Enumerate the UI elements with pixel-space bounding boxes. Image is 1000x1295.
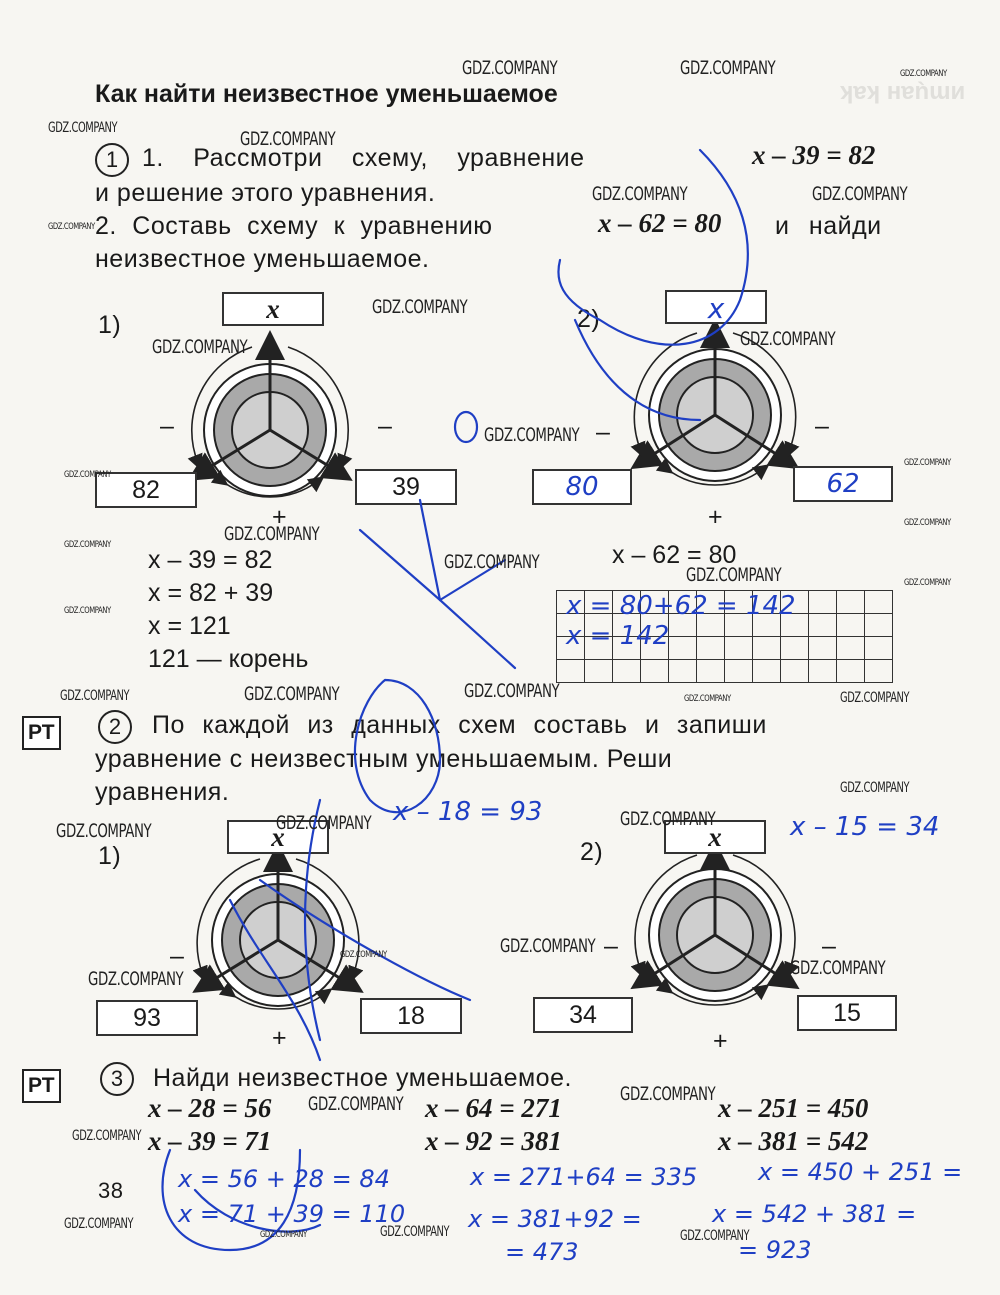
ex2-d1-right-box: 18 bbox=[360, 998, 462, 1034]
ex3-eq3: x – 64 = 271 bbox=[425, 1093, 562, 1123]
ex2-line3: уравнения. bbox=[95, 778, 230, 806]
ex2-number: 2 bbox=[98, 710, 132, 744]
watermark: GDZ.COMPANY bbox=[686, 564, 782, 586]
ex1-handwritten-answer1: x = 80+62 = 142 bbox=[566, 591, 796, 621]
ex1-solution-line2: x = 82 + 39 bbox=[148, 579, 274, 607]
ex2-diagram2-label: 2) bbox=[580, 838, 604, 866]
watermark: GDZ.COMPANY bbox=[372, 296, 468, 318]
watermark: GDZ.COMPANY bbox=[444, 551, 540, 573]
watermark: GDZ.COMPANY bbox=[904, 578, 951, 588]
ex3-hw7: x = 542 + 381 = bbox=[712, 1200, 917, 1228]
watermark: GDZ.COMPANY bbox=[684, 694, 731, 704]
watermark: GDZ.COMPANY bbox=[340, 950, 387, 960]
ex1-line1: 1. Рассмотри схему, уравнение bbox=[142, 144, 585, 172]
watermark: GDZ.COMPANY bbox=[56, 820, 152, 842]
watermark: GDZ.COMPANY bbox=[904, 518, 951, 528]
watermark: GDZ.COMPANY bbox=[244, 683, 340, 705]
ex1-line3: 2. Составь схему к уравнению bbox=[95, 212, 493, 240]
ex1-d2-right-box: 62 bbox=[793, 466, 893, 502]
bleed-through-text: ʞɐʞ нɐǹɯи bbox=[840, 78, 966, 105]
ex3-instruction: Найди неизвестное уменьшаемое. bbox=[153, 1064, 572, 1092]
watermark: GDZ.COMPANY bbox=[380, 1224, 450, 1240]
watermark: GDZ.COMPANY bbox=[88, 968, 184, 990]
watermark: GDZ.COMPANY bbox=[64, 540, 111, 550]
watermark: GDZ.COMPANY bbox=[840, 780, 910, 796]
ex1-solution-line3: x = 121 bbox=[148, 612, 231, 640]
ex2-d1-left-box: 93 bbox=[96, 1000, 198, 1036]
ex3-eq1: x – 28 = 56 bbox=[148, 1093, 272, 1123]
ex1-solution-line4: 121 — корень bbox=[148, 645, 309, 673]
watermark: GDZ.COMPANY bbox=[308, 1093, 404, 1115]
watermark: GDZ.COMPANY bbox=[680, 1228, 750, 1244]
ex2-d2-right-box: 15 bbox=[797, 995, 897, 1031]
watermark: GDZ.COMPANY bbox=[900, 69, 947, 79]
ex1-d1-plus: + bbox=[272, 503, 288, 531]
ex2-d2-left-box: 34 bbox=[533, 997, 633, 1033]
ex1-diagram1-label: 1) bbox=[98, 311, 122, 339]
ex3-eq6: x – 381 = 542 bbox=[718, 1126, 869, 1156]
watermark: GDZ.COMPANY bbox=[840, 690, 910, 706]
ex1-line3-tail: и найди bbox=[775, 212, 882, 240]
ex2-d1-plus: + bbox=[272, 1024, 288, 1052]
ex1-d1-minus-left: – bbox=[160, 412, 175, 440]
ex2-handwritten-eq1: x – 18 = 93 bbox=[393, 797, 543, 827]
watermark: GDZ.COMPANY bbox=[48, 222, 95, 232]
ex1-solution2-equation: x – 62 = 80 bbox=[612, 541, 737, 569]
ex1-number: 1 bbox=[95, 143, 129, 177]
ex1-d1-top-box: x bbox=[222, 292, 324, 326]
ex1-line4: неизвестное уменьшаемое. bbox=[95, 245, 430, 273]
workbook-badge-ex3: РТ bbox=[22, 1069, 61, 1103]
ex3-hw3: x = 271+64 = 335 bbox=[470, 1163, 698, 1191]
watermark: GDZ.COMPANY bbox=[462, 57, 558, 79]
watermark: GDZ.COMPANY bbox=[60, 688, 130, 704]
watermark: GDZ.COMPANY bbox=[620, 808, 716, 830]
ex3-eq2: x – 39 = 71 bbox=[148, 1126, 272, 1156]
ex3-hw4: x = 381+92 = bbox=[468, 1205, 642, 1233]
watermark: GDZ.COMPANY bbox=[680, 57, 776, 79]
ex2-diagram1-label: 1) bbox=[98, 842, 122, 870]
ex2-d2-minus-right: – bbox=[822, 932, 837, 960]
ex1-d1-left-box: 82 bbox=[95, 472, 197, 508]
watermark: GDZ.COMPANY bbox=[740, 328, 836, 350]
watermark: GDZ.COMPANY bbox=[484, 424, 580, 446]
ex1-solution-line1: x – 39 = 82 bbox=[148, 546, 273, 574]
ex1-d2-plus: + bbox=[708, 503, 724, 531]
ex1-diagram2-label: 2) bbox=[577, 305, 601, 333]
ex3-hw6: x = 450 + 251 = bbox=[758, 1158, 963, 1186]
ex2-line2: уравнение с неизвестным уменьшаемым. Реши bbox=[95, 745, 673, 773]
ex3-hw1: x = 56 + 28 = 84 bbox=[178, 1165, 390, 1193]
watermark: GDZ.COMPANY bbox=[48, 120, 118, 136]
watermark: GDZ.COMPANY bbox=[812, 183, 908, 205]
ex1-line1-equation: x – 39 = 82 bbox=[752, 140, 876, 170]
page-number: 38 bbox=[98, 1178, 124, 1203]
watermark: GDZ.COMPANY bbox=[224, 523, 320, 545]
ex1-d1-minus-right: – bbox=[378, 412, 393, 440]
workbook-badge-ex2: РТ bbox=[22, 716, 61, 750]
watermark: GDZ.COMPANY bbox=[64, 470, 111, 480]
watermark: GDZ.COMPANY bbox=[592, 183, 688, 205]
watermark: GDZ.COMPANY bbox=[904, 458, 951, 468]
ex2-d2-minus-left: – bbox=[604, 932, 619, 960]
ex2-handwritten-eq2: x – 15 = 34 bbox=[790, 812, 940, 842]
ex2-line1: По каждой из данных схем составь и запиши bbox=[152, 711, 767, 739]
ex3-eq5: x – 251 = 450 bbox=[718, 1093, 869, 1123]
ex3-eq4: x – 92 = 381 bbox=[425, 1126, 562, 1156]
ex1-d2-minus-left: – bbox=[596, 418, 611, 446]
watermark: GDZ.COMPANY bbox=[72, 1128, 142, 1144]
watermark: GDZ.COMPANY bbox=[64, 606, 111, 616]
ex1-d1-right-box: 39 bbox=[355, 469, 457, 505]
ex2-d2-top-box: x bbox=[664, 820, 766, 854]
ex1-d2-minus-right: – bbox=[815, 412, 830, 440]
ex1-d2-top-box: x bbox=[665, 290, 767, 324]
ex1-line3-equation: x – 62 = 80 bbox=[598, 208, 722, 238]
ex2-d1-minus-left: – bbox=[170, 942, 185, 970]
ex1-d2-left-box: 80 bbox=[532, 469, 632, 505]
watermark: GDZ.COMPANY bbox=[790, 957, 886, 979]
ex1-line2: и решение этого уравнения. bbox=[95, 179, 436, 207]
ex2-d2-plus: + bbox=[713, 1027, 729, 1055]
ex3-hw8: = 923 bbox=[738, 1236, 812, 1264]
watermark: GDZ.COMPANY bbox=[620, 1083, 716, 1105]
ex1-handwritten-answer2: x = 142 bbox=[566, 621, 670, 651]
ex3-hw2: x = 71 + 39 = 110 bbox=[178, 1200, 406, 1228]
page-title: Как найти неизвестное уменьшаемое bbox=[95, 80, 558, 108]
ex3-hw5: = 473 bbox=[505, 1238, 579, 1266]
watermark: GDZ.COMPANY bbox=[276, 812, 372, 834]
watermark: GDZ.COMPANY bbox=[260, 1230, 307, 1240]
watermark: GDZ.COMPANY bbox=[500, 935, 596, 957]
watermark: GDZ.COMPANY bbox=[64, 1216, 134, 1232]
watermark: GDZ.COMPANY bbox=[240, 128, 336, 150]
ex2-d1-top-box: x bbox=[227, 820, 329, 854]
ex3-number: 3 bbox=[100, 1062, 134, 1096]
watermark: GDZ.COMPANY bbox=[464, 680, 560, 702]
watermark: GDZ.COMPANY bbox=[152, 336, 248, 358]
